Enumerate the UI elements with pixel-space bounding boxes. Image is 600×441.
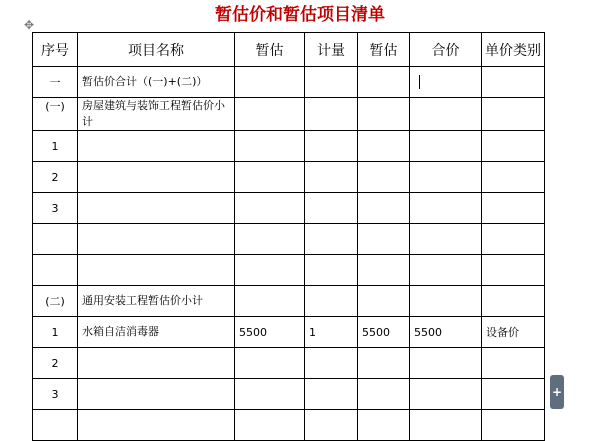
cell-item-name[interactable] bbox=[78, 67, 235, 98]
cell-total-price[interactable] bbox=[410, 348, 482, 379]
cell-estimate-2[interactable] bbox=[358, 255, 410, 286]
cell-total-price[interactable] bbox=[410, 67, 482, 98]
cell-total-price[interactable] bbox=[410, 131, 482, 162]
cell-item-name[interactable] bbox=[78, 98, 235, 131]
cell-total-price[interactable] bbox=[410, 410, 482, 441]
cell-category[interactable] bbox=[482, 379, 545, 410]
cell-index[interactable] bbox=[33, 410, 78, 441]
header-item-name[interactable]: 项目名称 bbox=[78, 33, 235, 67]
cell-category[interactable] bbox=[482, 286, 545, 317]
cell-measure[interactable] bbox=[305, 162, 358, 193]
cell-category[interactable] bbox=[482, 131, 545, 162]
cell-estimate-2[interactable] bbox=[358, 379, 410, 410]
cell-category[interactable] bbox=[482, 162, 545, 193]
cell-estimate[interactable] bbox=[235, 286, 305, 317]
cell-estimate-2[interactable] bbox=[358, 67, 410, 98]
cell-total-price[interactable] bbox=[410, 379, 482, 410]
cell-measure[interactable] bbox=[305, 67, 358, 98]
table-row bbox=[33, 193, 545, 224]
cell-item-name[interactable] bbox=[78, 193, 235, 224]
cell-estimate[interactable] bbox=[235, 193, 305, 224]
cell-estimate-text: 5500 bbox=[239, 325, 267, 339]
cell-index-text: 2 bbox=[51, 170, 59, 184]
cell-estimate-2[interactable] bbox=[358, 131, 410, 162]
cell-measure[interactable] bbox=[305, 193, 358, 224]
table-row bbox=[33, 224, 545, 255]
cell-index-text: 3 bbox=[51, 201, 59, 215]
cell-category[interactable] bbox=[482, 67, 545, 98]
cell-index-text: (二) bbox=[45, 295, 65, 308]
cell-category[interactable] bbox=[482, 193, 545, 224]
cell-category[interactable] bbox=[482, 317, 545, 348]
table-row bbox=[33, 98, 545, 131]
cell-measure-text: 1 bbox=[309, 325, 316, 339]
cell-category[interactable] bbox=[482, 255, 545, 286]
cell-estimate-2[interactable] bbox=[358, 286, 410, 317]
cell-measure[interactable] bbox=[305, 317, 358, 348]
cell-estimate[interactable] bbox=[235, 348, 305, 379]
cell-item-name[interactable] bbox=[78, 224, 235, 255]
cell-index[interactable] bbox=[33, 317, 78, 348]
cell-index[interactable] bbox=[33, 224, 78, 255]
cell-measure[interactable] bbox=[305, 255, 358, 286]
cell-category[interactable] bbox=[482, 348, 545, 379]
table-row bbox=[33, 131, 545, 162]
table-row bbox=[33, 348, 545, 379]
cell-index[interactable] bbox=[33, 162, 78, 193]
cell-estimate-2[interactable] bbox=[358, 348, 410, 379]
cell-item-name[interactable] bbox=[78, 255, 235, 286]
table-row bbox=[33, 255, 545, 286]
header-estimate-2[interactable]: 暂估 bbox=[358, 33, 410, 67]
table-row bbox=[33, 379, 545, 410]
cell-measure[interactable] bbox=[305, 224, 358, 255]
cell-total-price-text: 5500 bbox=[414, 325, 442, 339]
header-total-price[interactable]: 合价 bbox=[410, 33, 482, 67]
cell-estimate[interactable] bbox=[235, 98, 305, 131]
table-row bbox=[33, 286, 545, 317]
cell-category-text: 设备价 bbox=[486, 326, 519, 339]
cell-item-name[interactable] bbox=[78, 162, 235, 193]
cell-estimate-2[interactable] bbox=[358, 162, 410, 193]
cell-measure[interactable] bbox=[305, 286, 358, 317]
cell-item-name-text: 房屋建筑与装饰工程暂估价小计 bbox=[82, 99, 225, 128]
cell-index-text: 1 bbox=[51, 325, 59, 339]
cell-item-name-text: 水箱自洁消毒器 bbox=[82, 325, 159, 338]
cell-total-price[interactable] bbox=[410, 193, 482, 224]
cell-estimate[interactable] bbox=[235, 255, 305, 286]
cell-estimate[interactable] bbox=[235, 224, 305, 255]
cell-estimate-2[interactable] bbox=[358, 410, 410, 441]
cell-index[interactable] bbox=[33, 379, 78, 410]
add-column-plus-icon[interactable]: + bbox=[550, 375, 564, 409]
cell-estimate-2[interactable] bbox=[358, 224, 410, 255]
cell-index-text: 1 bbox=[51, 139, 59, 153]
cell-measure[interactable] bbox=[305, 410, 358, 441]
cell-estimate[interactable] bbox=[235, 410, 305, 441]
cell-estimate[interactable] bbox=[235, 317, 305, 348]
cell-index[interactable] bbox=[33, 286, 78, 317]
cell-estimate-2-text: 5500 bbox=[362, 325, 390, 339]
table-row bbox=[33, 410, 545, 441]
cell-total-price[interactable] bbox=[410, 317, 482, 348]
text-cursor bbox=[419, 75, 420, 89]
table-row bbox=[33, 67, 545, 98]
cell-total-price[interactable] bbox=[410, 162, 482, 193]
cell-measure[interactable] bbox=[305, 98, 358, 131]
cell-item-name-text: 通用安装工程暂估价小计 bbox=[82, 294, 203, 307]
cell-item-name[interactable] bbox=[78, 286, 235, 317]
cell-estimate[interactable] bbox=[235, 162, 305, 193]
cell-index[interactable] bbox=[33, 348, 78, 379]
cell-measure[interactable] bbox=[305, 348, 358, 379]
cell-estimate-2[interactable] bbox=[358, 193, 410, 224]
cell-index[interactable] bbox=[33, 67, 78, 98]
cell-index[interactable] bbox=[33, 131, 78, 162]
cell-category[interactable] bbox=[482, 98, 545, 131]
cell-index[interactable] bbox=[33, 255, 78, 286]
header-unit-price-category[interactable]: 单价类别 bbox=[482, 33, 545, 67]
table-row bbox=[33, 162, 545, 193]
cell-category[interactable] bbox=[482, 410, 545, 441]
cell-total-price[interactable] bbox=[410, 286, 482, 317]
cell-item-name[interactable] bbox=[78, 348, 235, 379]
header-index[interactable]: 序号 bbox=[33, 33, 78, 67]
header-measure[interactable]: 计量 bbox=[305, 33, 358, 67]
cell-total-price[interactable] bbox=[410, 98, 482, 131]
cell-estimate-2[interactable] bbox=[358, 317, 410, 348]
cell-estimate[interactable] bbox=[235, 379, 305, 410]
cell-index-text: 2 bbox=[51, 356, 59, 370]
document-title: 暂估价和暂估项目清单 bbox=[215, 5, 385, 25]
cell-index-text: 一 bbox=[49, 76, 61, 89]
table-header-row bbox=[33, 33, 545, 67]
table-move-handle-icon[interactable]: ✥ bbox=[23, 18, 35, 32]
cell-index-text: (一) bbox=[45, 100, 65, 113]
cell-item-name[interactable] bbox=[78, 131, 235, 162]
header-estimate[interactable]: 暂估 bbox=[235, 33, 305, 67]
cell-estimate[interactable] bbox=[235, 67, 305, 98]
cell-item-name[interactable] bbox=[78, 410, 235, 441]
table-row bbox=[33, 317, 545, 348]
cell-index-text: 3 bbox=[51, 387, 59, 401]
cell-measure[interactable] bbox=[305, 131, 358, 162]
cell-item-name[interactable] bbox=[78, 379, 235, 410]
cell-total-price[interactable] bbox=[410, 224, 482, 255]
estimate-items-table bbox=[32, 32, 545, 441]
cell-index[interactable] bbox=[33, 193, 78, 224]
cell-category[interactable] bbox=[482, 224, 545, 255]
cell-total-price[interactable] bbox=[410, 255, 482, 286]
cell-item-name-text: 暂估价合计（(一)+(二)） bbox=[82, 75, 208, 88]
cell-index[interactable] bbox=[33, 98, 78, 131]
cell-measure[interactable] bbox=[305, 379, 358, 410]
cell-item-name[interactable] bbox=[78, 317, 235, 348]
cell-estimate[interactable] bbox=[235, 131, 305, 162]
cell-estimate-2[interactable] bbox=[358, 98, 410, 131]
